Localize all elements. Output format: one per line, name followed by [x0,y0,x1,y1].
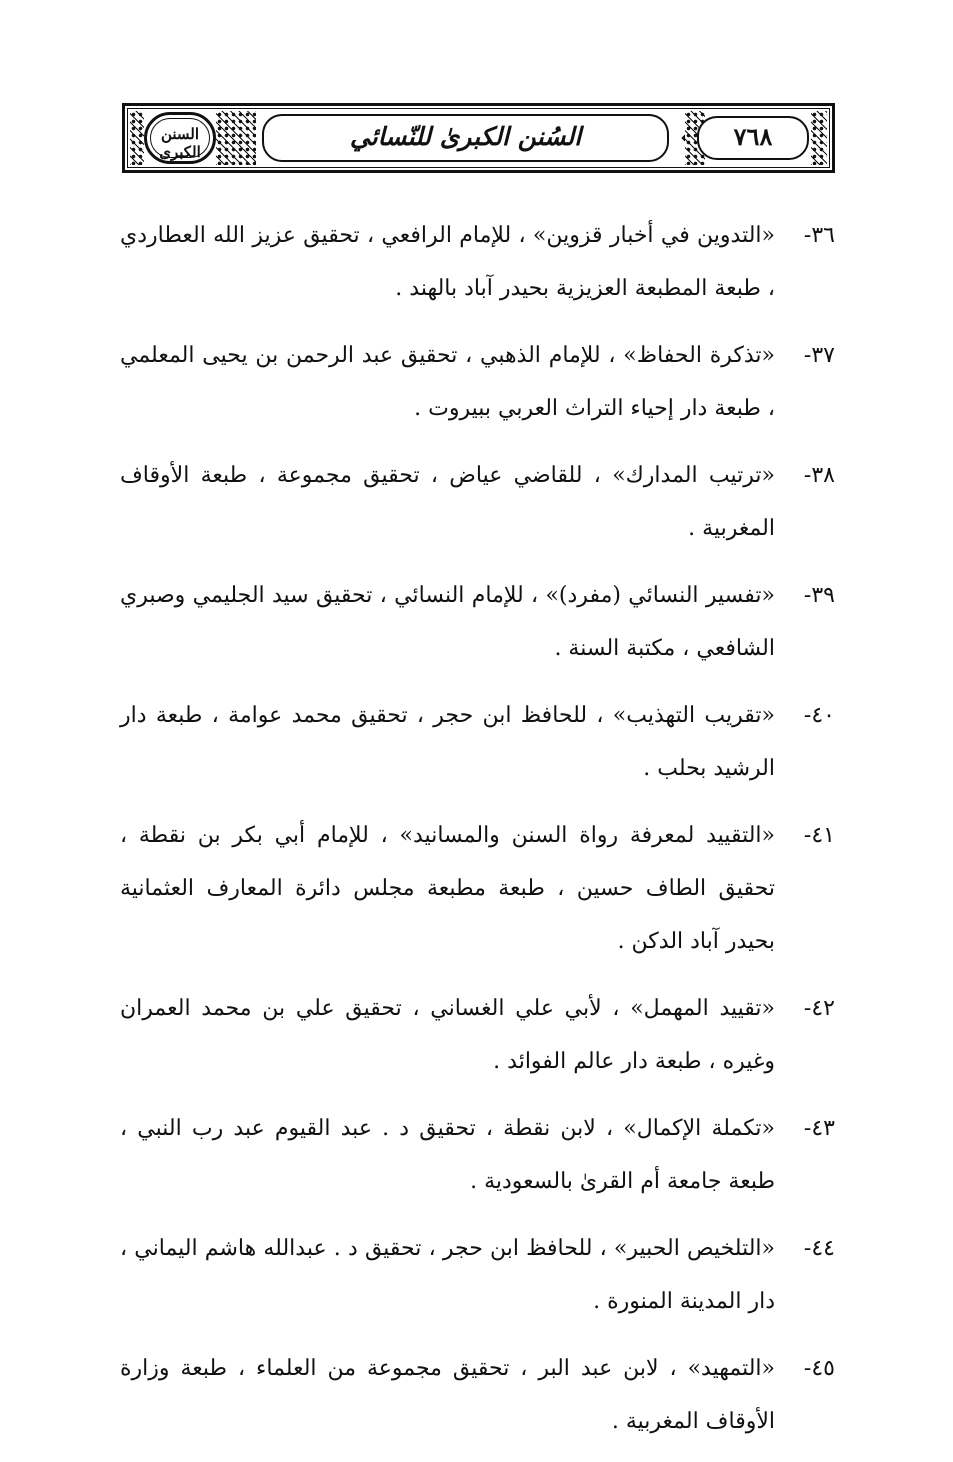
ornament-pattern-left [130,111,144,165]
running-title: السُنن الكبرىٰ للنّسائي [349,122,582,151]
entry-text: «تقييد المهمل» ، لأبي علي الغساني ، تحقيق علي بن محمد العمران وغيره ، طبعة دار عالم الفوائد . [120,996,775,1074]
entry-number: ٣٧- [803,343,835,368]
entry-number: ٤١- [803,823,835,848]
reference-entry [120,209,835,315]
reference-entry [120,329,835,435]
ornament-pattern-right [811,111,827,165]
page-number: ٧٦٨ [733,122,773,151]
entry-number: ٤٤- [803,1236,835,1261]
title-cartouche [262,114,669,162]
page-number-cartouche [697,116,809,160]
reference-entry [120,1102,835,1208]
entry-number: ٣٦- [803,223,835,248]
entry-text: «التمهيد» ، لابن عبد البر ، تحقيق مجموعة من العلماء ، طبعة وزارة الأوقاف المغربية . [120,1356,775,1434]
entry-text: «التدوين في أخبار قزوين» ، للإمام الرافعي ، تحقيق عزيز الله العطاردي ، طبعة المطبعة العزيزية بحيدر آباد بالهند . [120,223,775,301]
entry-number: ٣٩- [803,583,835,608]
reference-entry [120,809,835,968]
entry-number: ٤٣- [803,1116,835,1141]
entry-text: «تقريب التهذيب» ، للحافظ ابن حجر ، تحقيق محمد عوامة ، طبعة دار الرشيد بحلب . [120,703,775,781]
reference-entry [120,689,835,795]
entry-text: «تذكرة الحفاظ» ، للإمام الذهبي ، تحقيق عبد الرحمن بن يحيى المعلمي ، طبعة دار إحياء التراث العربي ببيروت . [120,343,775,421]
entry-text: «ترتيب المدارك» ، للقاضي عياض ، تحقيق مجموعة ، طبعة الأوقاف المغربية . [120,463,775,541]
entry-text: «تفسير النسائي (مفرد)» ، للإمام النسائي ، تحقيق سيد الجليمي وصبري الشافعي ، مكتبة السنة . [120,583,775,661]
entry-number: ٣٨- [803,463,835,488]
ornament-pattern-center-left [216,111,256,165]
entry-number: ٤٢- [803,996,835,1021]
entry-text: «التلخيص الحبير» ، للحافظ ابن حجر ، تحقيق د . عبدالله هاشم اليماني ، دار المدينة المنورة . [120,1236,775,1314]
reference-entry [120,569,835,675]
entry-text: «تكملة الإكمال» ، لابن نقطة ، تحقيق د . عبد القيوم عبد رب النبي ، طبعة جامعة أم القرىٰ بالسعودية . [120,1116,775,1194]
reference-entry [120,1222,835,1328]
entry-text: «التقييد لمعرفة رواة السنن والمسانيد» ، للإمام أبي بكر بن نقطة ، تحقيق الطاف حسين ، طبعة مطبعة مجلس دائرة المعارف العثمانية بحيدر آباد الدكن . [120,823,775,954]
reference-entry [120,982,835,1088]
medallion-calligraphy: السنن الكبرى [159,125,201,161]
reference-entry [120,449,835,555]
ornamental-medallion [144,112,216,164]
reference-entry [120,1342,835,1448]
entry-number: ٤٠- [803,703,835,728]
reference-list [120,209,835,1462]
entry-number: ٤٥- [803,1356,835,1381]
page-header [122,103,835,173]
